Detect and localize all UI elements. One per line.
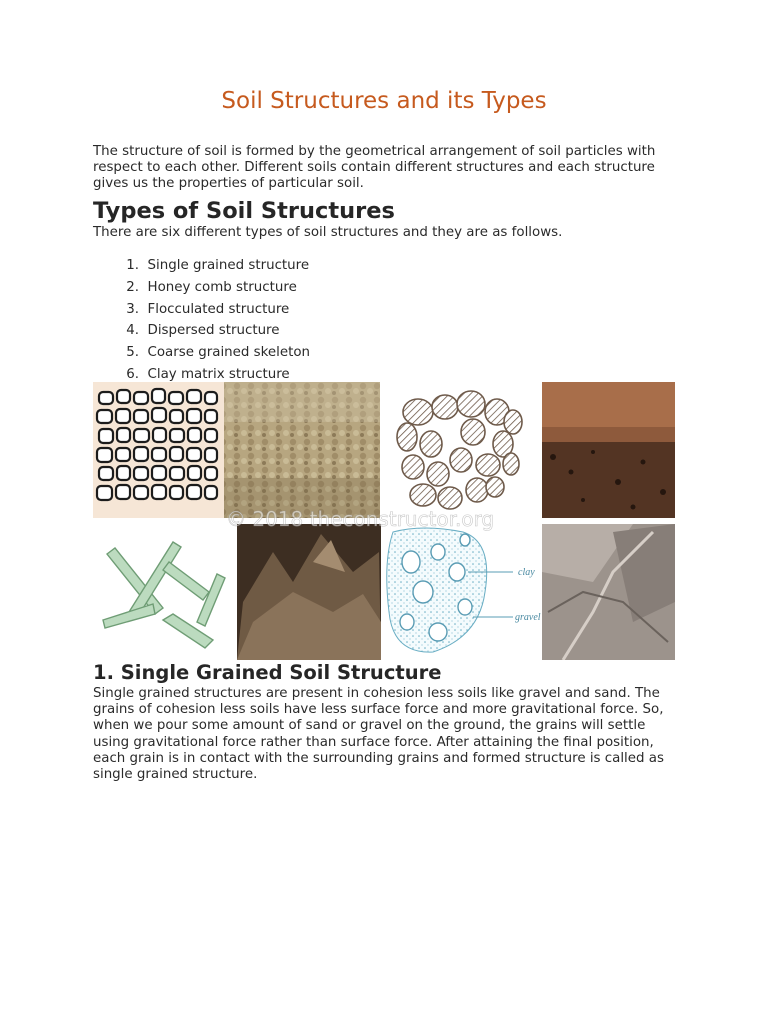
soil-types-list xyxy=(93,257,310,388)
honeycomb-sketch xyxy=(387,382,537,518)
list-item: 3. Flocculated structure xyxy=(126,301,290,317)
intro-paragraph: The structure of soil is formed by the geometrical arrangement of soil particles with respect to each other. Different soils contain different structures and each structure gives us the properties of particular soil. xyxy=(93,144,656,192)
coarse-skeleton-photo xyxy=(237,524,381,660)
gravel-label: gravel xyxy=(515,612,541,623)
list-item: 1. Single grained structure xyxy=(126,258,310,273)
list-item: 2. Honey comb structure xyxy=(126,279,297,295)
subsection-paragraph: Single grained structures are present in cohesion less soils like gravel and sand. The grains of cohesion less soils have less surface force and more gravitational force. So, when we pour some amount of sand or gravel on the ground, the grains will settle using gravitational force rather than surface force. After attaining the final position, each grain is in contact with the surrounding grains and formed structure is called as single grained structure. xyxy=(93,686,664,783)
list-item: 6. Clay matrix structure xyxy=(126,366,290,382)
gravel-photo xyxy=(224,382,380,518)
section-heading: Types of Soil Structures xyxy=(93,198,395,224)
clay-matrix-sketch xyxy=(387,524,542,660)
dispersed-soil-photo xyxy=(542,382,675,518)
clay-photo xyxy=(542,524,675,660)
list-item: 4. Dispersed structure xyxy=(126,323,280,339)
section-lead: There are six different types of soil structures and they are as follows. xyxy=(93,225,563,240)
list-item: 5. Coarse grained skeleton xyxy=(126,345,311,361)
single-grained-sketch xyxy=(93,382,224,518)
dispersed-sketch xyxy=(93,524,233,660)
watermark-text: © 2018 theconstructor.org xyxy=(226,507,495,531)
clay-label: clay xyxy=(518,567,535,578)
subsection-heading: 1. Single Grained Soil Structure xyxy=(93,661,442,684)
soil-structures-figure xyxy=(93,382,675,660)
document-title: Soil Structures and its Types xyxy=(221,88,547,114)
